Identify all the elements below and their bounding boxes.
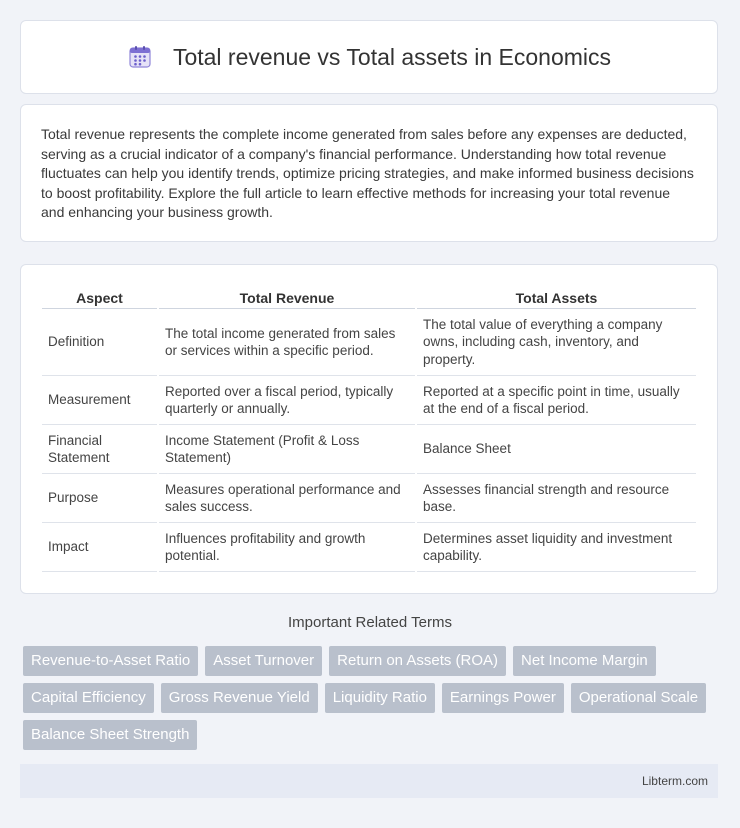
table-row	[42, 523, 696, 572]
table-cell-revenue: Reported over a fiscal period, typically quarterly or annually.	[159, 376, 415, 425]
footer-brand-link[interactable]: Libterm.com	[641, 774, 708, 788]
related-term-tag[interactable]: Asset Turnover	[205, 646, 322, 676]
page-title: Total revenue vs Total assets in Economics	[172, 43, 612, 70]
related-term-tag[interactable]: Return on Assets (ROA)	[329, 646, 506, 676]
related-terms-title: Important Related Terms	[288, 614, 452, 631]
table-cell-assets: Determines asset liquidity and investment capability.	[417, 523, 696, 572]
comparison-table	[40, 287, 698, 572]
table-cell-aspect: Definition	[42, 309, 157, 376]
table-cell-assets: Assesses financial strength and resource base.	[417, 474, 696, 523]
table-cell-aspect: Impact	[42, 523, 157, 572]
related-terms-list	[23, 646, 723, 750]
related-term-tag[interactable]: Balance Sheet Strength	[23, 720, 197, 750]
table-row	[42, 376, 696, 425]
table-row	[42, 474, 696, 523]
table-cell-aspect: Financial Statement	[42, 425, 157, 474]
related-term-tag[interactable]: Net Income Margin	[513, 646, 656, 676]
table-cell-assets: Reported at a specific point in time, usually at the end of a fiscal period.	[417, 376, 696, 425]
intro-card	[20, 104, 718, 242]
table-cell-revenue: The total income generated from sales or services within a specific period.	[159, 309, 415, 376]
related-term-tag[interactable]: Earnings Power	[442, 683, 564, 713]
comparison-table-card	[20, 264, 718, 594]
related-term-tag[interactable]: Capital Efficiency	[23, 683, 154, 713]
column-header: Aspect	[42, 287, 157, 309]
related-term-tag[interactable]: Revenue-to-Asset Ratio	[23, 646, 198, 676]
related-term-tag[interactable]: Operational Scale	[571, 683, 706, 713]
title-card	[20, 20, 718, 94]
table-cell-aspect: Measurement	[42, 376, 157, 425]
table-row	[42, 425, 696, 474]
table-cell-assets: The total value of everything a company owns, including cash, inventory, and property.	[417, 309, 696, 376]
table-cell-assets: Balance Sheet	[417, 425, 696, 474]
table-row	[42, 309, 696, 376]
table-cell-revenue: Influences profitability and growth potential.	[159, 523, 415, 572]
related-term-tag[interactable]: Liquidity Ratio	[325, 683, 435, 713]
table-cell-revenue: Income Statement (Profit & Loss Statement)	[159, 425, 415, 474]
table-header-row	[42, 287, 696, 309]
related-term-tag[interactable]: Gross Revenue Yield	[161, 683, 318, 713]
column-header: Total Revenue	[159, 287, 415, 309]
calendar-icon	[127, 44, 153, 70]
intro-text: Total revenue represents the complete income generated from sales before any expenses are deducted, serving as a crucial indicator of a company's financial performance. Understanding how total revenue fluctuates can help you identify trends, optimize pricing strategies, and make informed business decisions to boost profitability. Explore the full article to learn effective methods for increasing your total revenue and enhancing your business growth.	[41, 126, 694, 220]
footer	[20, 764, 718, 798]
table-cell-revenue: Measures operational performance and sales success.	[159, 474, 415, 523]
column-header: Total Assets	[417, 287, 696, 309]
table-cell-aspect: Purpose	[42, 474, 157, 523]
